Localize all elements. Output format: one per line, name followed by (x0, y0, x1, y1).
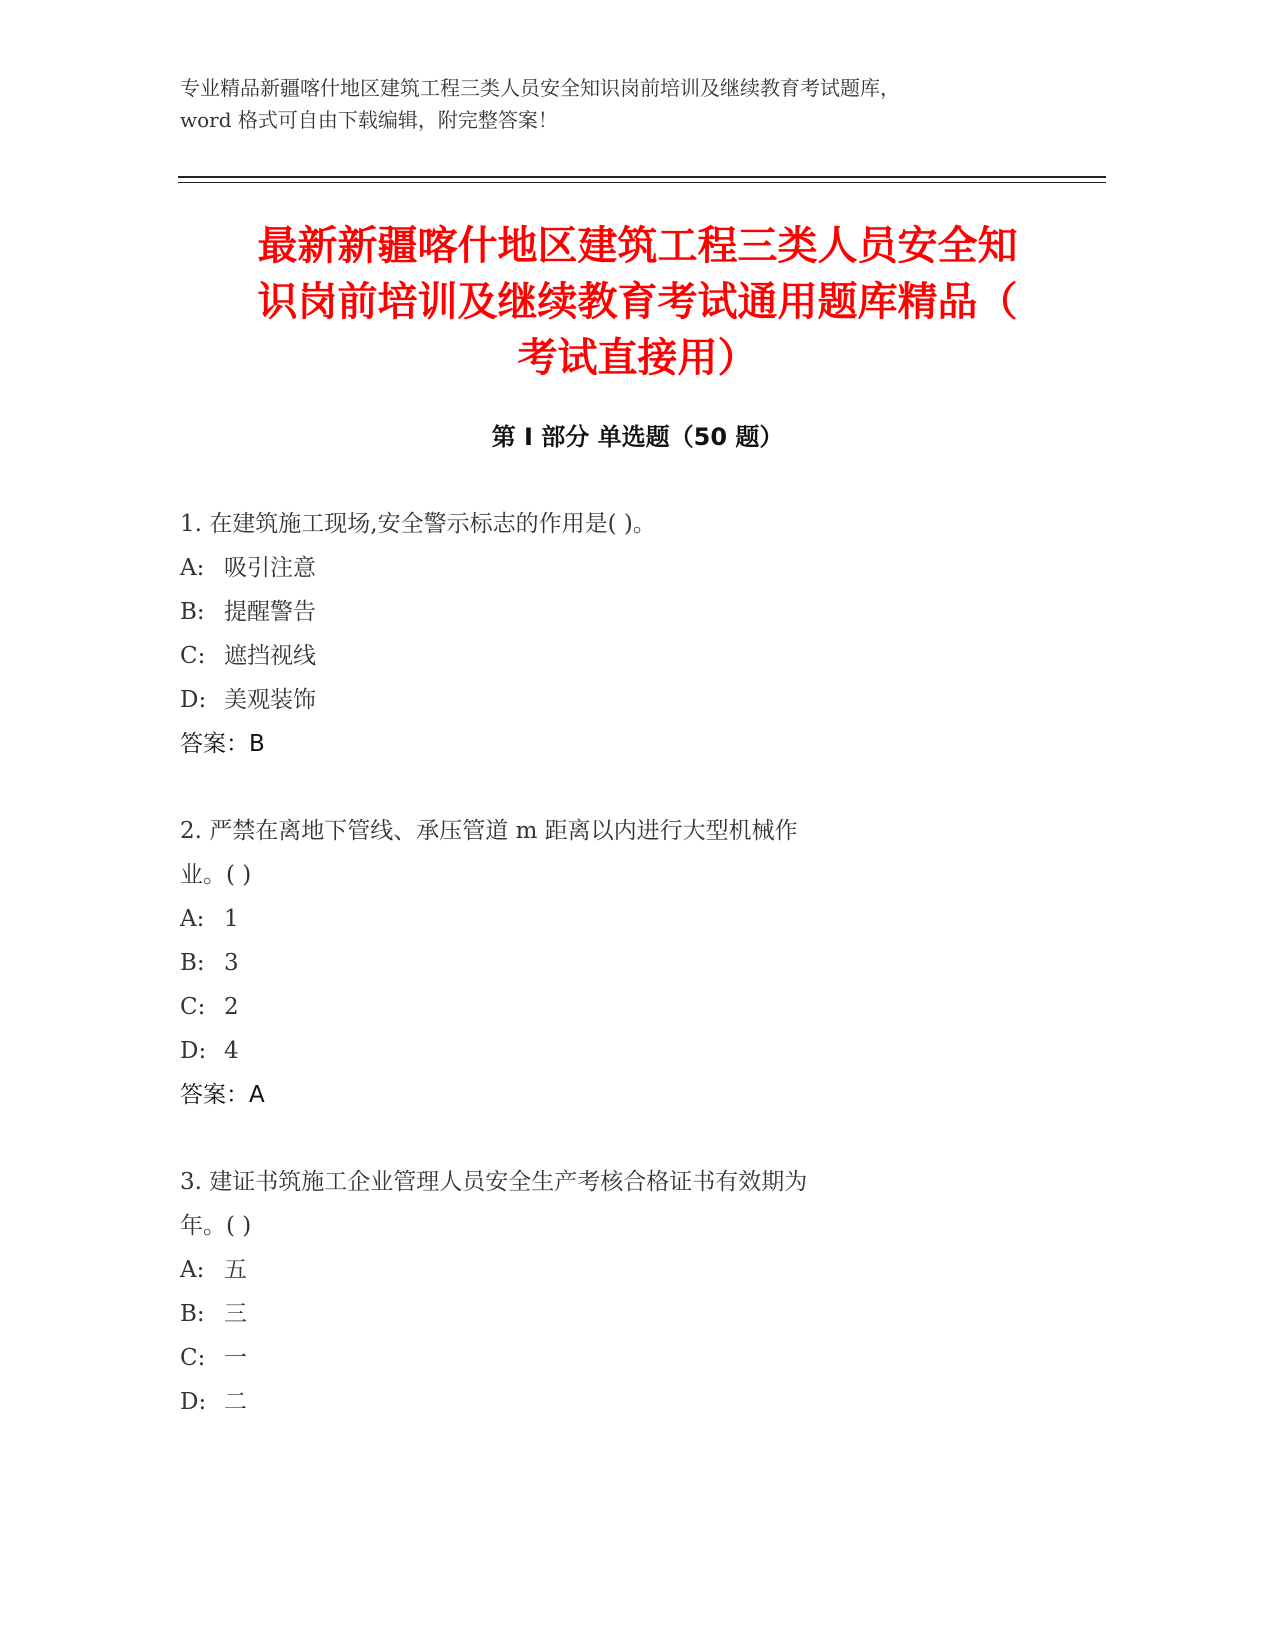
header-note (180, 72, 1100, 136)
option-text: 一 (224, 1345, 247, 1371)
option-label: A: (180, 1257, 205, 1283)
option-d (180, 678, 1095, 722)
option-text: 3 (224, 950, 239, 976)
question-spacer (180, 1117, 1095, 1160)
option-d (180, 1380, 1095, 1424)
option-text: 遮挡视线 (224, 643, 316, 669)
option-text: 2 (224, 994, 239, 1020)
option-label: B: (180, 599, 205, 625)
option-label: C: (180, 643, 206, 669)
question-stem-line: 年。( ) (180, 1213, 252, 1239)
option-text: 提醒警告 (224, 599, 316, 625)
title-line-2: 识岗前培训及继续教育考试通用题库精品（ (257, 279, 1018, 325)
question-stem-line: 1. 在建筑施工现场,安全警示标志的作用是( )。 (180, 511, 656, 537)
answer: 答案：A (180, 1082, 265, 1108)
option-d (180, 1029, 1095, 1073)
option-label: B: (180, 950, 205, 976)
option-b (180, 1292, 1095, 1336)
title-line-1: 最新新疆喀什地区建筑工程三类人员安全知 (257, 223, 1018, 269)
header-note-line-2: word 格式可自由下载编辑，附完整答案！ (180, 108, 558, 132)
title-line-3: 考试直接用） (517, 335, 758, 381)
header-rule-thin (178, 182, 1106, 183)
option-text: 二 (224, 1389, 247, 1415)
option-label: A: (180, 555, 205, 581)
option-label: D: (180, 1389, 207, 1415)
question-stem-line: 3. 建证书筑施工企业管理人员安全生产考核合格证书有效期为 (180, 1169, 808, 1195)
option-a (180, 897, 1095, 941)
option-text: 美观装饰 (224, 687, 316, 713)
option-c (180, 985, 1095, 1029)
option-label: D: (180, 1038, 207, 1064)
option-text: 1 (224, 906, 239, 932)
question-stem-line: 业。( ) (180, 862, 252, 888)
option-text: 4 (224, 1038, 239, 1064)
option-label: C: (180, 994, 206, 1020)
option-c (180, 1336, 1095, 1380)
document-title (180, 218, 1095, 386)
option-a (180, 1248, 1095, 1292)
header-note-line-1: 专业精品新疆喀什地区建筑工程三类人员安全知识岗前培训及继续教育考试题库， (180, 76, 900, 100)
option-b (180, 941, 1095, 985)
question-3 (180, 1160, 1095, 1424)
option-a (180, 546, 1095, 590)
question-stem-line: 2. 严禁在离地下管线、承压管道 m 距离以内进行大型机械作 (180, 818, 798, 844)
option-label: A: (180, 906, 205, 932)
option-b (180, 590, 1095, 634)
option-text: 三 (224, 1301, 247, 1327)
option-text: 吸引注意 (224, 555, 316, 581)
option-label: B: (180, 1301, 205, 1327)
option-c (180, 634, 1095, 678)
header-rule-thick (178, 176, 1106, 178)
option-text: 五 (224, 1257, 247, 1283)
question-2 (180, 809, 1095, 1117)
option-label: C: (180, 1345, 206, 1371)
question-spacer (180, 766, 1095, 809)
section-heading: 第 I 部分 单选题（50 题） (491, 423, 784, 451)
answer: 答案：B (180, 731, 265, 757)
question-1 (180, 502, 1095, 766)
question-list (180, 502, 1095, 1424)
option-label: D: (180, 687, 207, 713)
